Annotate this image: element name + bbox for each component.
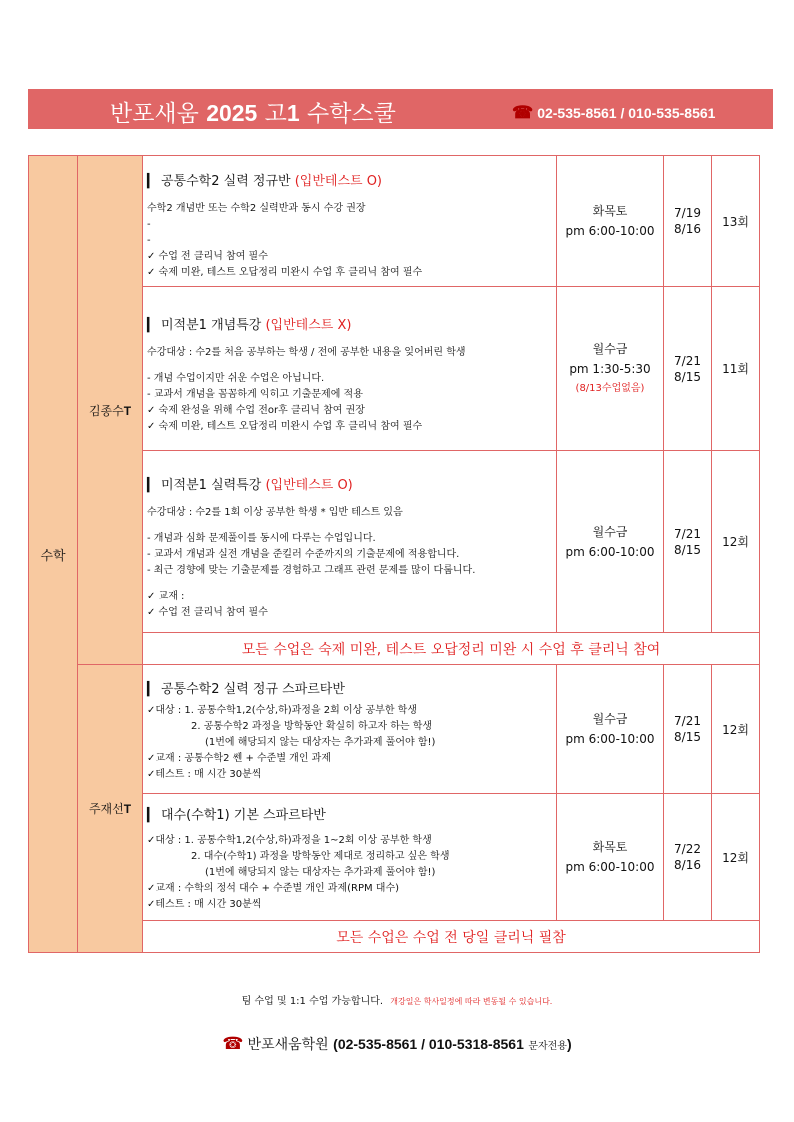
teacher-name: 김종수 (88, 403, 124, 418)
date-cell (664, 665, 712, 794)
course-line: ✓교재 : 수학의 정석 대수 + 수준별 개인 과제(RPM 대수) (147, 883, 400, 894)
date-cell (664, 451, 712, 633)
banner-phone (512, 103, 715, 123)
course-title-text: 미적분1 개념특강 (161, 317, 262, 333)
date-cell (664, 794, 712, 921)
course-line: - 개념과 심화 문제풀이를 동시에 다루는 수업입니다. (147, 532, 376, 544)
course-line: ✓테스트 : 매 시간 30분씩 (147, 899, 262, 910)
session-count: 13회 (712, 156, 760, 287)
session-count: 12회 (712, 794, 760, 921)
bullet-bar-icon: ▎ (147, 808, 157, 823)
course-content (143, 287, 557, 451)
course-title (147, 173, 550, 191)
end-date: 8/16 (674, 222, 701, 236)
class-time: pm 1:30-5:30 (569, 361, 651, 376)
course-line: ✓대상 : 1. 공통수학1,2(수상,하)과정을 2회 이상 공부한 학생 (147, 705, 417, 716)
footer-info (0, 992, 794, 1007)
end-date: 8/15 (674, 542, 701, 557)
course-line: 수강대상 : 수2를 1회 이상 공부한 학생 * 입반 테스트 있음 (147, 506, 403, 518)
subject-cell: 수학 (29, 156, 78, 953)
team-class-notice: 팀 수업 및 1:1 수업 가능합니다. (241, 996, 384, 1007)
time-cell (557, 794, 664, 921)
class-days: 월수금 (592, 341, 628, 356)
course-line: ✓ 숙제 완성을 위해 수업 전or후 클리닉 참여 권장 (147, 404, 365, 416)
class-days: 월수금 (592, 712, 628, 726)
schedule-table (28, 155, 760, 953)
course-title-text: 공통수학2 실력 정규반 (161, 174, 291, 189)
session-count: 11회 (712, 287, 760, 451)
end-date: 8/16 (674, 858, 701, 872)
time-cell (557, 665, 664, 794)
course-row (29, 665, 760, 794)
course-line: ✓테스트 : 매 시간 30분씩 (147, 769, 262, 780)
end-date: 8/15 (674, 369, 701, 384)
course-title (147, 477, 550, 495)
session-count: 12회 (712, 665, 760, 794)
course-line: ✓ 수업 전 클리닉 참여 필수 (147, 606, 268, 618)
banner-phone-number: 02-535-8561 / 010-535-8561 (537, 105, 716, 121)
course-line: - 최근 경향에 맞는 기출문제를 경험하고 그래프 관련 문제를 많이 다룹니다. (147, 564, 476, 576)
course-line: ✓ 교재 : (147, 590, 185, 602)
class-time: pm 6:00-10:00 (565, 732, 655, 746)
banner-title-grade-label: 고 (264, 101, 287, 127)
start-date: 7/21 (674, 714, 701, 728)
class-days: 월수금 (592, 524, 628, 539)
contact-numbers: (02-535-8561 / 010-5318-8561 (333, 1036, 524, 1052)
class-time: pm 6:00-10:00 (565, 544, 655, 559)
banner-title-year: 2025 (206, 100, 258, 126)
course-line: 2. 대수(수학1) 과정을 방학동안 제대로 정리하고 싶은 학생 (191, 851, 450, 862)
class-time: pm 6:00-10:00 (565, 860, 655, 874)
schedule-note: (8/13수업없음) (575, 382, 645, 394)
banner-title-academy: 반포새움 (110, 101, 199, 127)
course-content (143, 156, 557, 287)
class-days: 화목토 (592, 840, 628, 854)
teacher-name: 주재선 (88, 802, 124, 816)
banner-title (110, 95, 396, 128)
bullet-bar-icon: ▎ (147, 682, 157, 697)
course-line: - (147, 219, 151, 230)
course-line: ✓ 숙제 미완, 테스트 오답정리 미완시 수업 후 클리닉 참여 필수 (147, 420, 423, 432)
session-count: 12회 (712, 451, 760, 633)
course-line: ✓대상 : 1. 공통수학1,2(수상,하)과정을 1~2회 이상 공부한 학생 (147, 835, 432, 846)
class-days: 화목토 (592, 204, 628, 218)
course-content (143, 794, 557, 921)
telephone-icon: ☎ (222, 1034, 244, 1054)
entrance-test-badge: (입반테스트 X) (265, 317, 352, 333)
date-cell (664, 156, 712, 287)
teacher-suffix: T (123, 802, 132, 816)
course-title-text: 미적분1 실력특강 (161, 477, 262, 493)
start-date: 7/22 (674, 842, 701, 856)
sms-only-label: 문자전용 (528, 1041, 567, 1052)
course-line: (1번에 해당되지 않는 대상자는 추가과제 풀어야 함!) (205, 737, 436, 748)
course-line: 2. 공통수학2 과정을 방학동안 확실히 하고자 하는 학생 (191, 721, 433, 732)
course-line: - 교과서 개념을 꼼꼼하게 익히고 기출문제에 적용 (147, 388, 363, 400)
entrance-test-badge: (입반테스트 O) (294, 174, 383, 189)
teacher2-clinic-note: 모든 수업은 수업 전 당일 클리닉 필참 (143, 921, 760, 953)
start-date: 7/21 (674, 526, 701, 541)
course-row (29, 156, 760, 287)
course-content (143, 451, 557, 633)
bullet-bar-icon: ▎ (147, 477, 157, 493)
teacher-cell (78, 665, 143, 953)
course-line: 수강대상 : 수2를 처음 공부하는 학생 / 전에 공부한 내용을 잊어버린 학생 (147, 346, 466, 358)
course-content (143, 665, 557, 794)
course-title (147, 807, 550, 825)
time-cell (557, 451, 664, 633)
course-line: - (147, 235, 151, 246)
course-line: (1번에 해당되지 않는 대상자는 추가과제 풀어야 함!) (205, 867, 436, 878)
start-date: 7/19 (674, 206, 701, 220)
time-cell (557, 156, 664, 287)
date-cell (664, 287, 712, 451)
course-line: ✓ 숙제 미완, 테스트 오답정리 미완시 수업 후 클리닉 참여 필수 (147, 267, 423, 278)
course-title (147, 317, 550, 335)
banner-title-grade: 1 (286, 100, 300, 126)
title-banner (28, 89, 773, 129)
banner-title-school: 수학스쿨 (307, 101, 396, 127)
teacher-suffix: T (123, 403, 132, 418)
course-line: - 교과서 개념과 실전 개념을 준킬러 수준까지의 기출문제에 적용합니다. (147, 548, 460, 560)
schedule-change-notice: 개강일은 학사일정에 따라 변동될 수 있습니다. (390, 997, 553, 1006)
course-line: 수학2 개념반 또는 수학2 실력반과 동시 수강 권장 (147, 203, 366, 214)
footer-contact (0, 1034, 794, 1054)
class-time: pm 6:00-10:00 (565, 224, 655, 238)
course-title (147, 681, 550, 699)
bullet-bar-icon: ▎ (147, 174, 157, 189)
teacher-cell (78, 156, 143, 665)
course-title-text: 대수(수학1) 기본 스파르타반 (161, 808, 326, 823)
end-date: 8/15 (674, 730, 701, 744)
bullet-bar-icon: ▎ (147, 317, 157, 333)
academy-name: 반포새움학원 (247, 1037, 329, 1053)
course-line: ✓교재 : 공통수학2 쎈 + 수준별 개인 과제 (147, 753, 331, 764)
time-cell (557, 287, 664, 451)
entrance-test-badge: (입반테스트 O) (265, 477, 353, 493)
teacher1-clinic-note: 모든 수업은 숙제 미완, 테스트 오답정리 미완 시 수업 후 클리닉 참여 (143, 633, 760, 665)
course-line: ✓ 수업 전 클리닉 참여 필수 (147, 251, 268, 262)
telephone-icon: ☎ (512, 103, 534, 122)
course-title-text: 공통수학2 실력 정규 스파르타반 (161, 682, 345, 697)
contact-close-paren: ) (566, 1036, 572, 1052)
start-date: 7/21 (674, 353, 701, 368)
course-line: - 개념 수업이지만 쉬운 수업은 아닙니다. (147, 372, 325, 384)
